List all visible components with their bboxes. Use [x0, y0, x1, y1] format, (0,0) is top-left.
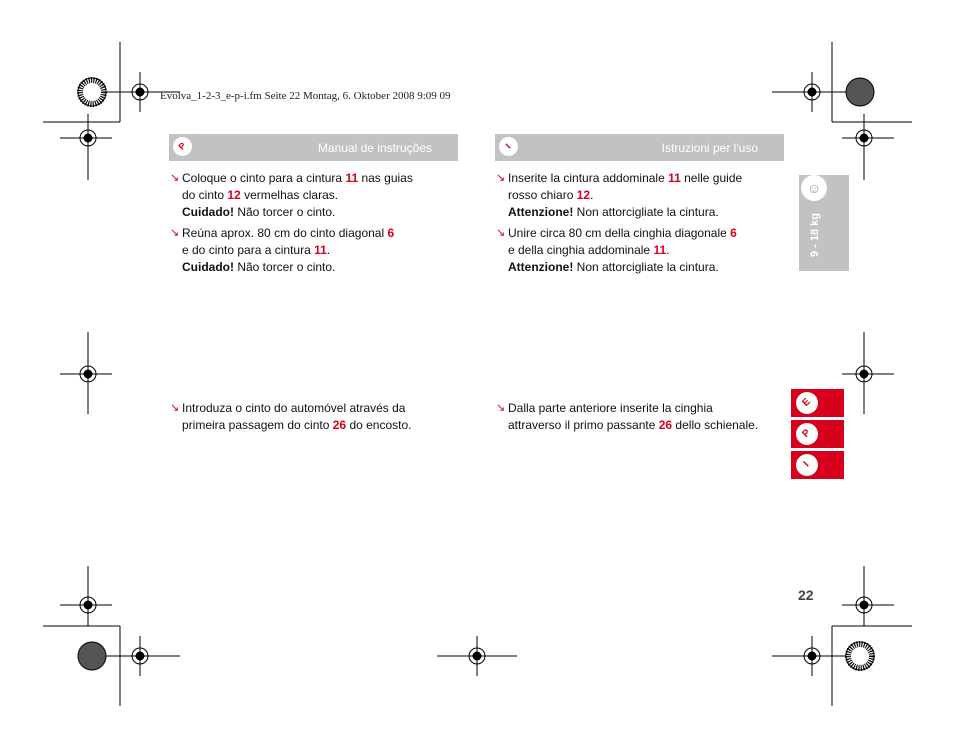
arrow-bullet-icon: ↘ [170, 402, 180, 414]
arrow-bullet-icon: ↘ [496, 227, 506, 239]
warning-line: Attenzione! Non attorcigliate la cintura. [508, 260, 719, 274]
language-tab-e[interactable]: E [791, 389, 844, 417]
language-tab-p[interactable]: P [791, 420, 844, 448]
instruction-block: ↘ Inserite la cintura addominale 11 nelle guide rosso chiaro 12. Attenzione! Non attorcigliate la cintura. ↘ Unire circa 80 cm della cinghia diagonale 6 e della cinghia addominale 11. Attenzione! Non attorcigliate la cintura. [497, 170, 787, 276]
instruction-step: ↘ Dalla parte anteriore inserite la cinghia [496, 401, 713, 415]
registration-mark [437, 636, 517, 676]
part-number: 6 [730, 226, 737, 240]
arrow-bullet-icon: ↘ [170, 172, 180, 184]
part-number: 11 [345, 171, 359, 185]
part-number: 26 [332, 418, 347, 432]
part-number: 26 [658, 418, 673, 432]
instruction-step: ↘ Unire circa 80 cm della cinghia diagonale 6 [496, 226, 737, 240]
instruction-block: ↘ Introduza o cinto do automóvel através da primeira passagem do cinto 26 do encosto. [171, 400, 471, 434]
star-target [846, 642, 874, 670]
registration-mark [60, 566, 112, 626]
arrow-bullet-icon: ↘ [496, 172, 506, 184]
file-info: Evolva_1-2-3_e-p-i.fm Seite 22 Montag, 6. Oktober 2008 9:09 09 [160, 90, 451, 102]
instruction-block: ↘ Coloque o cinto para a cintura 11 nas guias do cinto 12 vermelhas claras. Cuidado! Não torcer o cinto. ↘ Reúna aprox. 80 cm do cinto diagonal 6 e do cinto para a cintura 11. Cuidado! Não torcer o cinto. [171, 170, 471, 276]
registration-mark [60, 332, 112, 414]
part-number: 12 [576, 188, 591, 202]
registration-mark [100, 636, 180, 676]
child-face-icon: ☺ [801, 175, 827, 201]
part-number: 11 [668, 171, 681, 185]
registration-mark [772, 72, 852, 112]
instruction-step: ↘ Introduza o cinto do automóvel através da [170, 401, 406, 415]
arrow-bullet-icon: ↘ [496, 402, 506, 414]
language-circle-badge: I [495, 133, 522, 160]
star-target [78, 78, 106, 106]
part-number: 11 [314, 243, 327, 257]
part-number: 6 [387, 226, 395, 240]
header-bar-portuguese [169, 134, 458, 161]
age-group-label: 9 - 18 kg [809, 212, 821, 257]
part-number: 12 [227, 188, 241, 202]
language-tab-i[interactable]: I [791, 451, 844, 479]
part-number: 11 [653, 243, 667, 257]
star-target [846, 78, 874, 106]
registration-mark [772, 636, 852, 676]
warning-line: Attenzione! Non attorcigliate la cintura. [508, 205, 719, 219]
instruction-step: ↘ Inserite la cintura addominale 11 nelle guide [496, 171, 743, 185]
header-title: Istruzioni per l'uso [661, 141, 758, 155]
page-number: 22 [798, 587, 814, 603]
registration-mark [60, 114, 112, 180]
instruction-step: ↘ Reúna aprox. 80 cm do cinto diagonal 6 [170, 226, 395, 240]
star-target [78, 642, 106, 670]
registration-mark [842, 114, 894, 180]
instruction-block: ↘ Dalla parte anteriore inserite la cinghia attraverso il primo passante 26 dello schienale. [497, 400, 787, 434]
age-group-tab [799, 175, 849, 271]
registration-mark [842, 566, 894, 626]
language-circle-badge: P [169, 133, 196, 160]
header-title: Manual de instruções [317, 141, 432, 155]
warning-line: Cuidado! Não torcer o cinto. [182, 205, 336, 219]
warning-line: Cuidado! Não torcer o cinto. [182, 260, 336, 274]
arrow-bullet-icon: ↘ [170, 227, 180, 239]
header-bar-italian [495, 134, 784, 161]
instruction-step: ↘ Coloque o cinto para a cintura 11 nas guias [170, 171, 413, 185]
registration-mark [842, 332, 894, 414]
